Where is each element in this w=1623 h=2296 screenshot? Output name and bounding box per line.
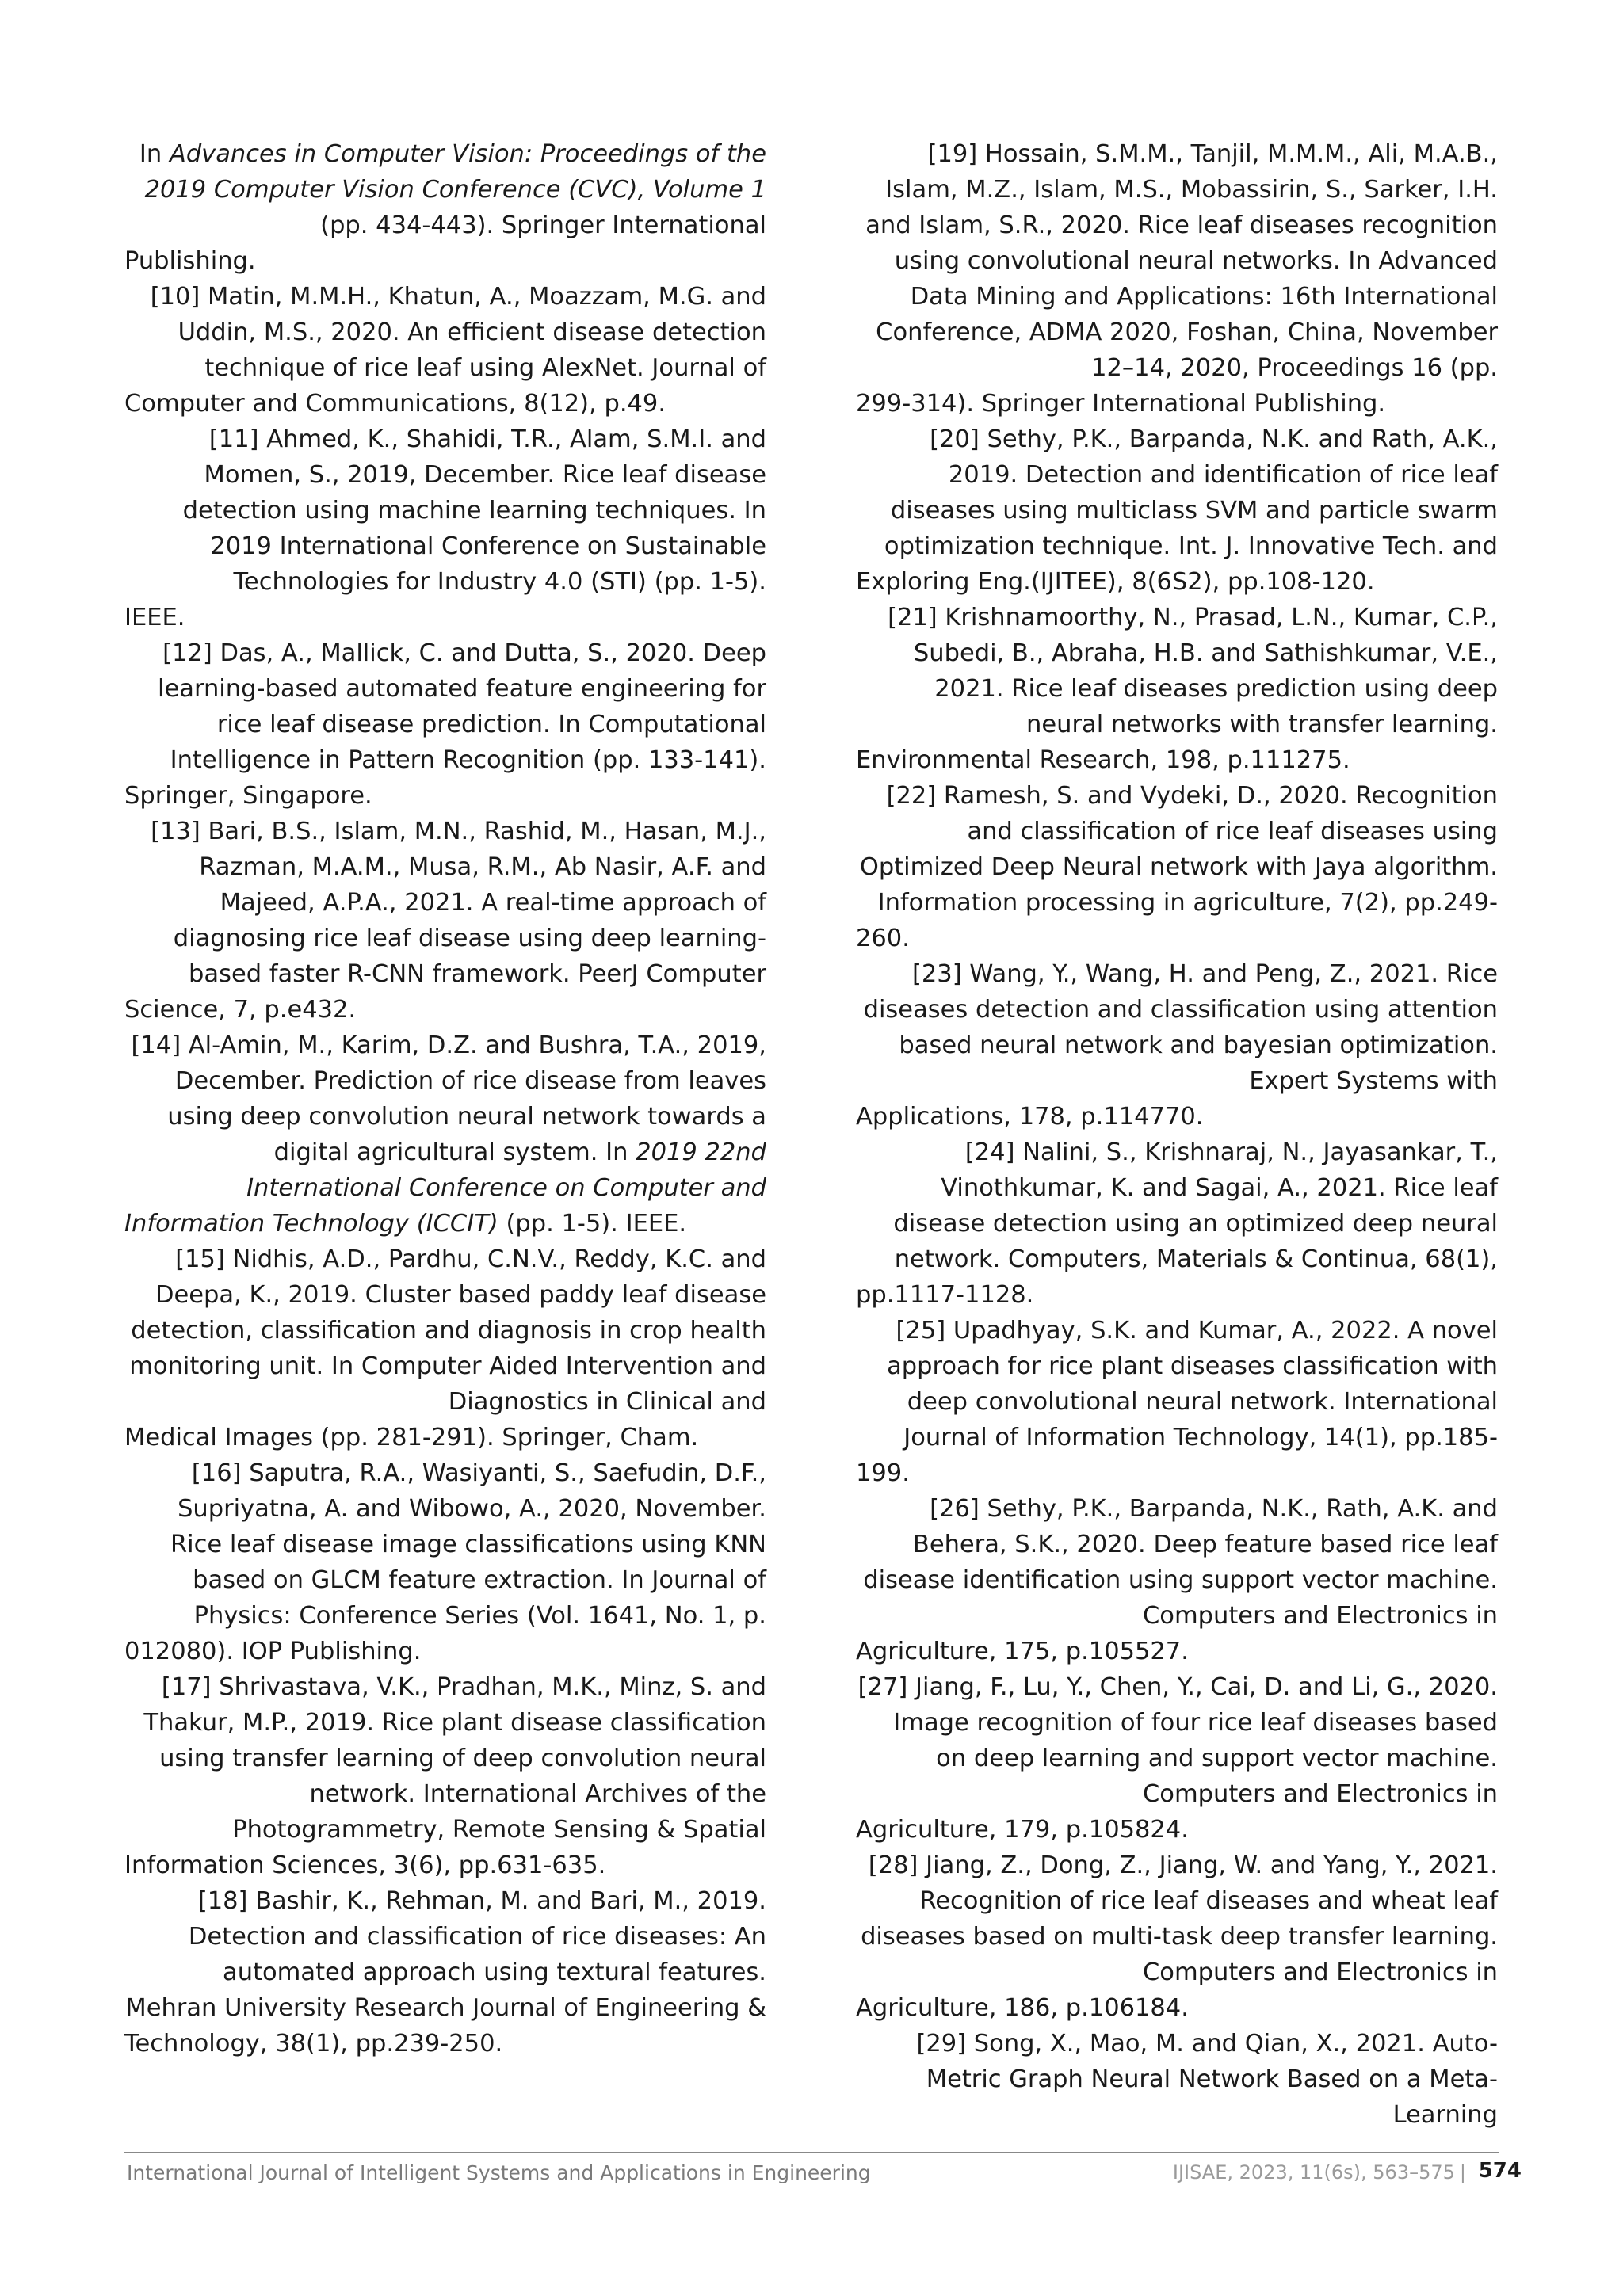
ref-text: [16] Saputra, R.A., Wasiyanti, S., Saefudin, D.F., Supriyatna, A. and Wibowo, A., 2020, November. Rice leaf disease image classifications using KNN based on GLCM feature extraction. In Journal of Physics: Conference Series (Vol. 1641, No. 1, p. (170, 1459, 766, 1630)
ref-tail: 299-314). Springer International Publishing. (856, 390, 1386, 418)
ref-venue: Information Technology (ICCIT) (124, 1210, 498, 1238)
right-column (856, 136, 1498, 2133)
ref-tail: Exploring Eng.(IJITEE), 8(6S2), pp.108-120. (856, 568, 1375, 596)
ref-text: [26] Sethy, P.K., Barpanda, N.K., Rath, A.K. and Behera, S.K., 2020. Deep feature based rice leaf disease identification using support vector machine. Computers and Electronics in (863, 1495, 1498, 1630)
reference-continuation (124, 136, 766, 279)
ref-tail: 199. (856, 1459, 910, 1487)
ref-text: [22] Ramesh, S. and Vydeki, D., 2020. Recognition and classification of rice leaf diseases using Optimized Deep Neural network with Jaya algorithm. Information processing in agriculture, 7(2), pp.249- (859, 782, 1498, 917)
ref-text: [29] Song, X., Mao, M. and Qian, X., 2021. Auto-Metric Graph Neural Network Based on a Meta-Learning (916, 2030, 1498, 2129)
footer-separator: | (1459, 2161, 1466, 2183)
reference-13 (124, 814, 766, 1028)
ref-tail: Information Sciences, 3(6), pp.631-635. (124, 1852, 606, 1879)
ref-tail: IEEE. (124, 604, 185, 631)
ref-text: [20] Sethy, P.K., Barpanda, N.K. and Rath, A.K., 2019. Detection and identification of rice leaf diseases using multiclass SVM and particle swarm optimization technique. Int. J. Innovative Tech. and (884, 425, 1498, 560)
footer-page-number: 574 (1478, 2159, 1522, 2183)
reference-11 (124, 421, 766, 635)
ref-tail: Technology, 38(1), pp.239-250. (124, 2030, 503, 2058)
reference-28 (856, 1848, 1498, 2026)
ref-tail: Applications, 178, p.114770. (856, 1103, 1204, 1131)
reference-27 (856, 1669, 1498, 1848)
reference-23 (856, 956, 1498, 1135)
ref-tail: pp.1117-1128. (856, 1281, 1034, 1309)
ref-tail: Agriculture, 175, p.105527. (856, 1638, 1189, 1665)
ref-venue: 2019 22nd International Conference on Computer and (246, 1138, 766, 1202)
ref-tail: Springer, Singapore. (124, 782, 372, 810)
ref-text: [21] Krishnamoorthy, N., Prasad, L.N., Kumar, C.P., Subedi, B., Abraha, H.B. and Sathishkumar, V.E., 2021. Rice leaf diseases prediction using deep neural networks with transfer learning. (888, 604, 1498, 738)
ref-text: [18] Bashir, K., Rehman, M. and Bari, M., 2019. Detection and classification of rice diseases: An automated approach using textural features. Mehran University Research Journal of Engineering & (125, 1887, 766, 2022)
ref-text: [28] Jiang, Z., Dong, Z., Jiang, W. and Yang, Y., 2021. Recognition of rice leaf diseases and wheat leaf diseases based on multi-task deep transfer learning. Computers and Electronics in (861, 1852, 1498, 1986)
reference-24 (856, 1135, 1498, 1313)
footer-divider-line (124, 2152, 1499, 2153)
reference-18 (124, 1883, 766, 2061)
ref-tail: Medical Images (pp. 281-291). Springer, Cham. (124, 1424, 699, 1451)
reference-19 (856, 136, 1498, 421)
ref-text: [23] Wang, Y., Wang, H. and Peng, Z., 2021. Rice diseases detection and classification using attention based neural network and bayesian optimization. Expert Systems with (863, 960, 1498, 1095)
reference-12 (124, 635, 766, 814)
reference-16 (124, 1455, 766, 1669)
ref-text: [14] Al-Amin, M., Karim, D.Z. and Bushra, T.A., 2019, December. Prediction of rice disease from leaves using deep convolution neural network towards a digital agricultural system. In (131, 1032, 766, 1166)
reference-20 (856, 421, 1498, 600)
ref-tail: Environmental Research, 198, p.111275. (856, 746, 1350, 774)
reference-26 (856, 1491, 1498, 1669)
ref-tail: Agriculture, 179, p.105824. (856, 1816, 1189, 1844)
ref-text: In (139, 140, 170, 168)
reference-29 (856, 2026, 1498, 2133)
ref-venue: Advances in Computer Vision: Proceedings of the 2019 Computer Vision Conference (CVC), Volume 1 (144, 140, 766, 204)
reference-14 (124, 1028, 766, 1241)
reference-25 (856, 1313, 1498, 1491)
ref-tail: 012080). IOP Publishing. (124, 1638, 422, 1665)
reference-17 (124, 1669, 766, 1883)
ref-tail: Science, 7, p.e432. (124, 996, 357, 1024)
ref-text: [17] Shrivastava, V.K., Pradhan, M.K., Minz, S. and Thakur, M.P., 2019. Rice plant disease classification using transfer learning of deep convolution neural network. International Archives of the Photogrammetry, Remote Sensing & Spatial (143, 1673, 766, 1844)
reference-15 (124, 1241, 766, 1455)
ref-text: [25] Upadhyay, S.K. and Kumar, A., 2022. A novel approach for rice plant diseases classification with deep convolutional neural network. International Journal of Information Technology, 14(1), pp.185- (887, 1317, 1498, 1451)
ref-text: (pp. 434-443). Springer International (320, 212, 766, 239)
ref-text: [11] Ahmed, K., Shahidi, T.R., Alam, S.M.I. and Momen, S., 2019, December. Rice leaf disease detection using machine learning techniques. In 2019 International Conference on Sustainable Technologies for Industry 4.0 (STI) (pp. 1-5). (182, 425, 766, 596)
ref-text: (pp. 1-5). IEEE. (498, 1210, 687, 1238)
ref-text: [24] Nalini, S., Krishnaraj, N., Jayasankar, T., Vinothkumar, K. and Sagai, A., 2021. Rice leaf disease detection using an optimized deep neural network. Computers, Materials & Continua, 68(1), (893, 1138, 1498, 1273)
ref-tail: Publishing. (124, 247, 256, 275)
left-column (124, 136, 766, 2061)
ref-tail: Computer and Communications, 8(12), p.49. (124, 390, 666, 418)
ref-text: [10] Matin, M.M.H., Khatun, A., Moazzam, M.G. and Uddin, M.S., 2020. An efficient disease detection technique of rice leaf using AlexNet. Journal of (150, 283, 766, 382)
reference-22 (856, 778, 1498, 956)
ref-tail (124, 1206, 766, 1241)
ref-text: [12] Das, A., Mallick, C. and Dutta, S., 2020. Deep learning-based automated feature engineering for rice leaf disease prediction. In Computational Intelligence in Pattern Recognition (pp. 133-141). (158, 639, 766, 774)
ref-tail: 260. (856, 925, 910, 952)
reference-21 (856, 600, 1498, 778)
ref-text: [13] Bari, B.S., Islam, M.N., Rashid, M., Hasan, M.J., Razman, M.A.M., Musa, R.M., Ab Nasir, A.F. and Majeed, A.P.A., 2021. A real-time approach of diagnosing rice leaf disease using deep learning-based faster R-CNN framework. PeerJ Computer (151, 818, 766, 988)
footer-journal-name: International Journal of Intelligent Systems and Applications in Engineering (127, 2161, 871, 2184)
reference-10 (124, 279, 766, 421)
ref-text: [19] Hossain, S.M.M., Tanjil, M.M.M., Ali, M.A.B., Islam, M.Z., Islam, M.S., Mobassirin, S., Sarker, I.H. and Islam, S.R., 2020. Rice leaf diseases recognition using convolutional neural networks. In Advanced Data Mining and Applications: 16th International Conference, ADMA 2020, Foshan, China, November 12–14, 2020, Proceedings 16 (pp. (865, 140, 1498, 382)
ref-tail: Agriculture, 186, p.106184. (856, 1994, 1189, 2022)
footer-issue-text: IJISAE, 2023, 11(6s), 563–575 (1172, 2161, 1455, 2183)
ref-text: [27] Jiang, F., Lu, Y., Chen, Y., Cai, D. and Li, G., 2020. Image recognition of four rice leaf diseases based on deep learning and support vector machine. Computers and Electronics in (857, 1673, 1498, 1808)
footer-issue-info (1173, 2161, 1471, 2183)
ref-text: [15] Nidhis, A.D., Pardhu, C.N.V., Reddy, K.C. and Deepa, K., 2019. Cluster based paddy leaf disease detection, classification and diagnosis in crop health monitoring unit. In Computer Aided Intervention and Diagnostics in Clinical and (129, 1245, 766, 1416)
